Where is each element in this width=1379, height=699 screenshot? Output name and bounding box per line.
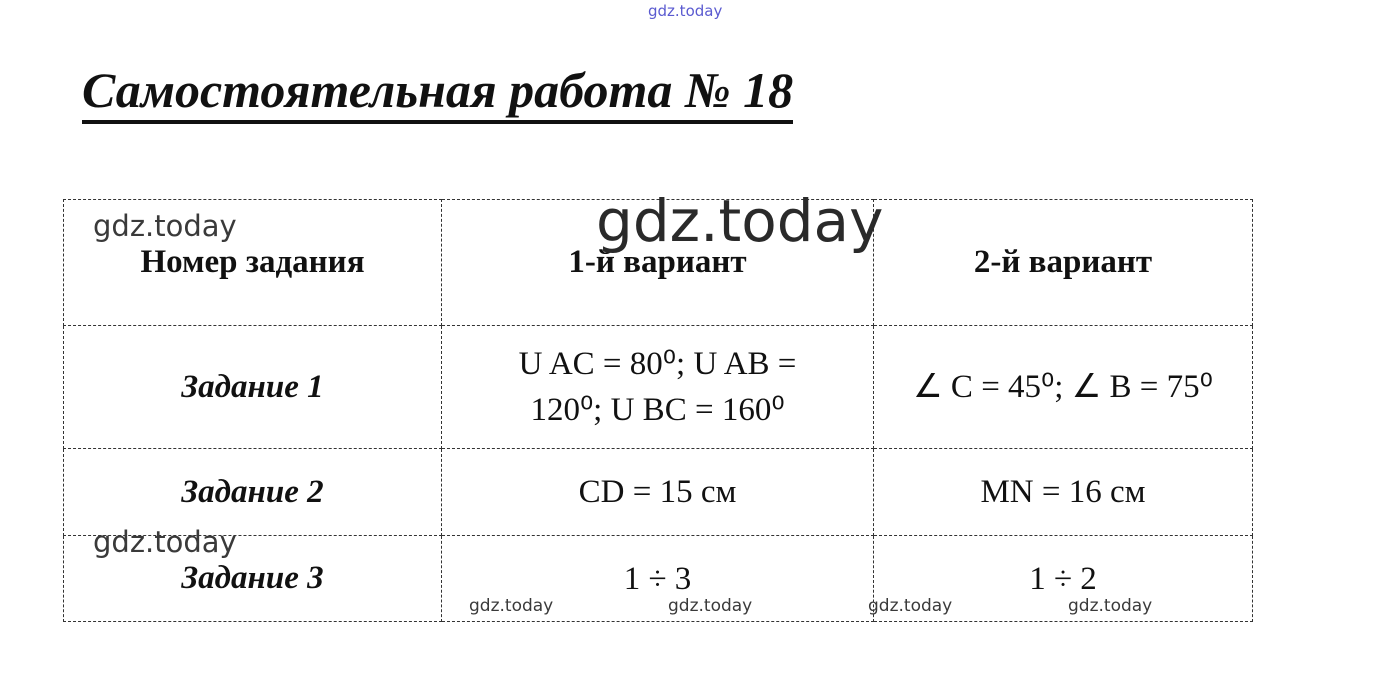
watermark-bottom: gdz.today — [1068, 596, 1153, 616]
table-row — [64, 449, 1253, 536]
watermark-bottom: gdz.today — [868, 596, 953, 616]
variant-1-answer: 1 ÷ 3 — [442, 536, 874, 622]
variant-1-answer-line-1: U AC = 80⁰; U AB = — [518, 346, 797, 382]
variant-1-answer — [442, 326, 874, 449]
page-title: Самостоятельная работа № 18 — [82, 60, 793, 124]
watermark-top: gdz.today — [648, 2, 723, 20]
variant-2-answer: ∠ C = 45⁰; ∠ B = 75⁰ — [874, 326, 1253, 449]
answers-table — [63, 199, 1253, 622]
task-label: Задание 1 — [64, 326, 442, 449]
task-label: Задание 2 — [64, 449, 442, 536]
watermark-low-left: gdz.today — [93, 525, 237, 559]
header-variant-2: 2-й вариант — [874, 200, 1253, 326]
variant-2-answer: MN = 16 см — [874, 449, 1253, 536]
watermark-large: gdz.today — [596, 187, 884, 255]
variant-1-answer: CD = 15 см — [442, 449, 874, 536]
variant-2-answer: 1 ÷ 2 — [874, 536, 1253, 622]
variant-1-answer-line-2: 120⁰; U BC = 160⁰ — [530, 392, 785, 428]
watermark-bottom: gdz.today — [668, 596, 753, 616]
task-label: Задание 3 — [64, 536, 442, 622]
watermark-mid-left: gdz.today — [93, 209, 237, 243]
header-variant-1: 1-й вариант — [442, 200, 874, 326]
header-task-number: Номер задания — [64, 200, 442, 326]
table-row — [64, 326, 1253, 449]
watermark-bottom: gdz.today — [469, 596, 554, 616]
